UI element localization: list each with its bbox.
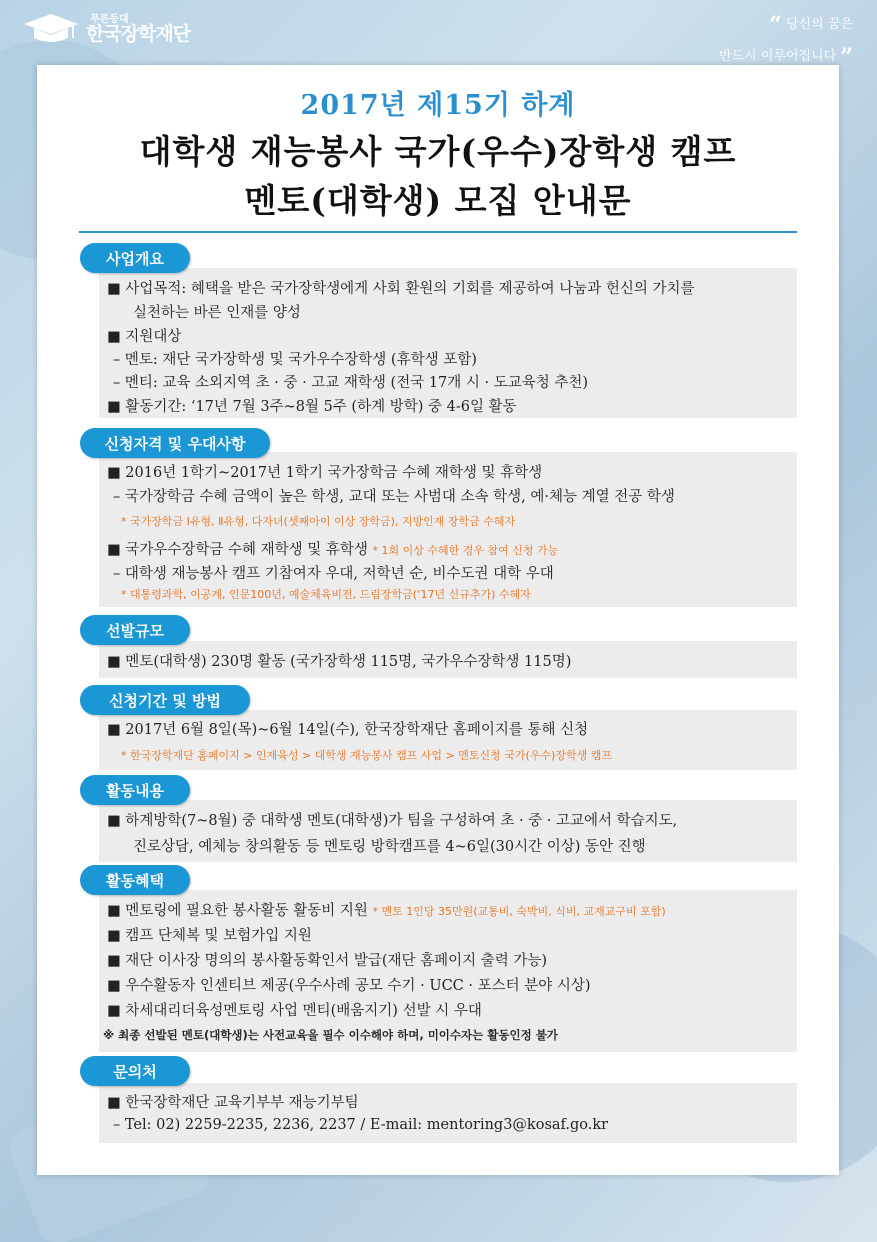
section-label-overview: 사업개요 [80, 243, 190, 273]
notice-header [37, 65, 839, 222]
benefits-notice: ※ 최종 선발된 멘토(대학생)는 사전교육을 필수 이수해야 하며, 미이수자는 활동인정 불가 [103, 1028, 558, 1042]
section-label-scale: 선발규모 [80, 615, 190, 645]
eligibility-note2: * 1회 이상 수혜한 경우 참여 신청 가능 [372, 544, 559, 557]
benefits-item1 [107, 899, 666, 920]
eligibility-item1-sub: – 국가장학금 수혜 금액이 높은 학생, 교대 또는 사범대 소속 학생, 예·체능 계열 전공 학생 [113, 489, 675, 505]
section-label-contact: 문의처 [80, 1056, 190, 1086]
section-box-activity [99, 800, 797, 862]
contact-org: ■ 한국장학재단 교육기부부 재능기부팀 [107, 1095, 359, 1111]
contact-details: – Tel: 02) 2259-2235, 2236, 2237 / E-mail: mentoring3@kosaf.go.kr [113, 1117, 609, 1133]
section-label-eligibility: 신청자격 및 우대사항 [80, 428, 270, 458]
graduation-cap-icon [22, 12, 80, 46]
notice-card [37, 65, 839, 1175]
overview-target: ■ 지원대상 [107, 329, 182, 345]
eligibility-note1: * 국가장학금 Ⅰ유형, Ⅱ유형, 다자녀(셋째아이 이상 장학금), 지방인재 장학금 수혜자 [121, 515, 516, 528]
title-line1: 2017년 제15기 하계 [300, 90, 576, 121]
overview-purpose-cont: 실천하는 바른 인재를 양성 [133, 305, 301, 321]
logo-subtitle: 푸른등대 [90, 13, 129, 25]
overview-mentor: – 멘토: 재단 국가장학생 및 국가우수장학생 (휴학생 포함) [113, 352, 477, 368]
section-box-scale [99, 641, 797, 678]
section-box-eligibility [99, 452, 797, 607]
overview-period: ■ 활동기간: ‘17년 7월 3주~8월 5주 (하계 방학) 중 4-6일 활동 [107, 399, 517, 415]
benefits-item1-text: ■ 멘토링에 필요한 봉사활동 활동비 지원 [107, 903, 368, 919]
close-quote: ” [840, 43, 853, 70]
eligibility-item2-text: ■ 국가우수장학금 수혜 재학생 및 휴학생 [107, 542, 368, 558]
section-box-benefits [99, 890, 797, 1052]
benefits-item4: ■ 우수활동자 인센티브 제공(우수사례 공모 수기 · UCC · 포스터 분야 시상) [107, 978, 591, 994]
section-box-apply [99, 710, 797, 770]
title-divider [79, 231, 797, 233]
eligibility-item2-sub: – 대학생 재능봉사 캠프 기참여자 우대, 저학년 순, 비수도권 대학 우대 [113, 566, 554, 582]
eligibility-note3: * 대통령과학, 이공계, 인문100년, 예술체육비전, 드림장학금(‘17년 신규추가) 수혜자 [121, 588, 531, 601]
activity-line2: 진로상담, 예체능 창의활동 등 멘토링 방학캠프를 4~6일(30시간 이상) 동안 진행 [133, 839, 646, 855]
section-box-contact [99, 1083, 797, 1143]
benefits-note1: * 멘토 1인당 35만원(교통비, 숙박비, 식비, 교재교구비 포함) [372, 905, 666, 918]
apply-note: * 한국장학재단 홈페이지 > 인재육성 > 대학생 재능봉사 캠프 사업 > 멘토신청 국가(우수)장학생 캠프 [121, 749, 612, 762]
benefits-item3: ■ 재단 이사장 명의의 봉사활동확인서 발급(재단 홈페이지 출력 가능) [107, 953, 548, 969]
overview-mentee: – 멘티: 교육 소외지역 초 · 중 · 고교 재학생 (전국 17개 시 · 도교육청 추천) [113, 375, 589, 391]
section-box-overview [99, 268, 797, 418]
kosaf-logo [22, 12, 190, 46]
slogan-line1: 당신의 꿈은 [786, 17, 853, 32]
benefits-item2: ■ 캠프 단체복 및 보험가입 지원 [107, 928, 312, 944]
benefits-item5: ■ 차세대리더육성멘토링 사업 멘티(배움지기) 선발 시 우대 [107, 1003, 482, 1019]
slogan-line2: 반드시 이루어집니다 [719, 48, 837, 64]
title-line3: 멘토(대학생) 모집 안내문 [244, 181, 632, 220]
section-label-apply: 신청기간 및 방법 [80, 685, 250, 715]
apply-item: ■ 2017년 6월 8일(목)~6월 14일(수), 한국장학재단 홈페이지를 통해 신청 [107, 722, 589, 738]
overview-purpose: ■ 사업목적: 혜택을 받은 국가장학생에게 사회 환원의 기회를 제공하여 나눔과 헌신의 가치를 [107, 281, 695, 297]
section-label-activity: 활동내용 [80, 775, 190, 805]
logo-name: 한국장학재단 [86, 22, 191, 45]
title-line2: 대학생 재능봉사 국가(우수)장학생 캠프 [139, 132, 737, 171]
eligibility-item2 [107, 538, 558, 559]
open-quote: “ [769, 12, 782, 38]
eligibility-item1: ■ 2016년 1학기~2017년 1학기 국가장학금 수혜 재학생 및 휴학생 [107, 465, 543, 481]
activity-line1: ■ 하계방학(7~8월) 중 대학생 멘토(대학생)가 팀을 구성하여 초 · 중 · 고교에서 학습지도, [107, 813, 678, 829]
section-label-benefits: 활동혜택 [80, 865, 190, 895]
scale-item: ■ 멘토(대학생) 230명 활동 (국가장학생 115명, 국가우수장학생 115명) [107, 654, 572, 670]
